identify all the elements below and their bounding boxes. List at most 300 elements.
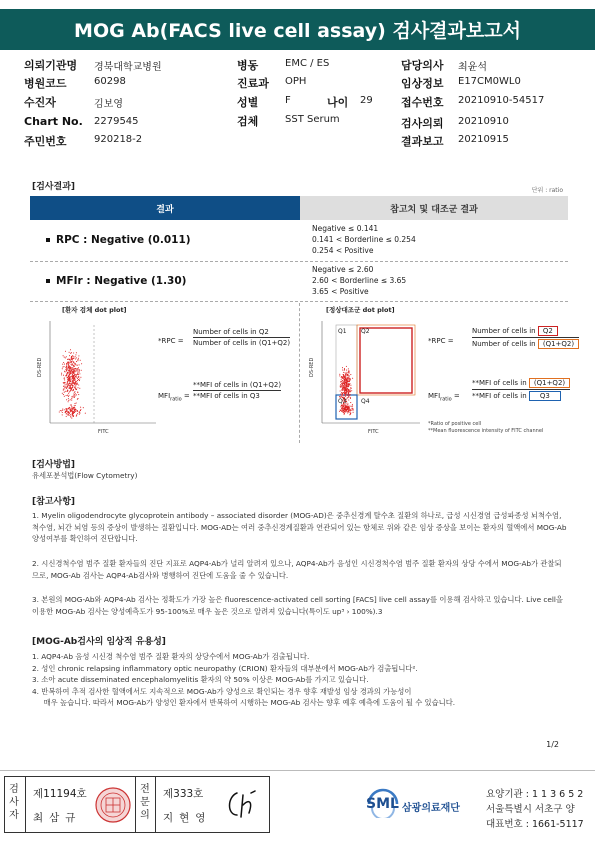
- cell-dot: [68, 396, 69, 397]
- cell-dot: [79, 371, 80, 372]
- age-value: 29: [360, 95, 373, 106]
- cell-dot: [348, 371, 349, 372]
- cell-dot: [85, 413, 86, 414]
- cell-dot: [69, 368, 70, 369]
- cell-dot: [72, 415, 73, 416]
- cell-dot: [79, 378, 80, 379]
- cell-dot: [65, 371, 66, 372]
- cell-dot: [66, 363, 67, 364]
- cell-dot: [77, 378, 78, 379]
- cell-dot: [73, 408, 74, 409]
- cell-dot: [80, 377, 81, 378]
- cell-dot: [73, 375, 74, 376]
- dept-value: OPH: [285, 76, 307, 87]
- cell-dot: [77, 382, 78, 383]
- patient-mfi-formula: [193, 381, 281, 400]
- q3-label: Q3: [338, 398, 347, 405]
- signature-icon: [223, 787, 263, 823]
- reported-value: 20210915: [458, 134, 509, 145]
- cell-dot: [70, 371, 71, 372]
- sex-label: 성별: [237, 96, 259, 109]
- specialist-license: 제333호: [163, 788, 204, 800]
- cell-dot: [68, 372, 69, 373]
- cell-dot: [70, 386, 71, 387]
- control-dot-plot: [308, 315, 424, 437]
- cell-dot: [345, 374, 346, 375]
- cell-dot: [63, 388, 64, 389]
- mfir-ref-positive: 3.65 < Positive: [312, 287, 369, 296]
- cell-dot: [71, 405, 72, 406]
- bullet-icon: [46, 279, 50, 283]
- cell-dot: [343, 378, 344, 379]
- cell-dot: [77, 411, 78, 412]
- cell-dot: [72, 375, 73, 376]
- seal-icon: [93, 785, 133, 825]
- cell-dot: [74, 403, 75, 404]
- cell-dot: [65, 387, 66, 388]
- bullet-icon: [46, 238, 50, 242]
- reference-title: [참고사항]: [32, 497, 76, 507]
- cell-dot: [75, 371, 76, 372]
- cell-dot: [347, 377, 348, 378]
- cell-dot: [67, 382, 68, 383]
- cell-dot: [77, 365, 78, 366]
- cell-dot: [341, 395, 342, 396]
- cell-dot: [66, 399, 67, 400]
- mfir-ref-negative: Negative ≤ 2.60: [312, 265, 374, 274]
- cell-dot: [66, 413, 67, 414]
- cell-dot: [70, 376, 71, 377]
- cell-dot: [348, 368, 349, 369]
- cell-dot: [347, 381, 348, 382]
- cell-dot: [340, 396, 341, 397]
- q1q2-box: (Q1+Q2): [538, 339, 579, 349]
- cell-dot: [78, 372, 79, 373]
- cell-dot: [77, 410, 78, 411]
- control-mfi-formula: [472, 378, 570, 401]
- cell-dot: [349, 375, 350, 376]
- cell-dot: [346, 385, 347, 386]
- cell-dot: [71, 361, 72, 362]
- cell-dot: [67, 363, 68, 364]
- foundation-name: 삼광의료재단: [402, 803, 460, 814]
- cell-dot: [71, 400, 72, 401]
- cell-dot: [69, 362, 70, 363]
- cell-dot: [73, 358, 74, 359]
- cell-dot: [68, 400, 69, 401]
- cell-dot: [342, 388, 343, 389]
- cell-dot: [66, 375, 67, 376]
- cell-dot: [73, 366, 74, 367]
- cell-dot: [63, 355, 64, 356]
- clinical-label: 임상정보: [401, 77, 444, 90]
- cell-dot: [66, 384, 67, 385]
- clinical-use-list: [32, 651, 568, 709]
- cell-dot: [76, 364, 77, 365]
- cell-dot: [349, 372, 350, 373]
- cell-dot: [75, 411, 76, 412]
- cell-dot: [68, 363, 69, 364]
- cell-dot: [349, 410, 350, 411]
- control-plot-title: [정상대조군 dot plot]: [326, 306, 395, 314]
- sex-value: F: [285, 95, 291, 106]
- cell-dot: [68, 412, 69, 413]
- cell-dot: [76, 415, 77, 416]
- cell-dot: [79, 364, 80, 365]
- cell-dot: [346, 372, 347, 373]
- cell-dot: [345, 372, 346, 373]
- control-mfi-denominator: **MFI of cells in Q3: [472, 390, 570, 401]
- cell-dot: [346, 375, 347, 376]
- cell-dot: [71, 406, 72, 407]
- patient-mfi-label: $MFI_{ratio}$ =: [158, 392, 190, 403]
- cell-dot: [66, 366, 67, 367]
- cell-dot: [342, 406, 343, 407]
- cell-dot: [70, 353, 71, 354]
- reported-label: 결과보고: [401, 135, 444, 148]
- cell-dot: [344, 395, 345, 396]
- cell-dot: [80, 410, 81, 411]
- cell-dot: [74, 384, 75, 385]
- cell-dot: [70, 404, 71, 405]
- cell-dot: [65, 382, 66, 383]
- signature-box: [4, 776, 270, 833]
- cell-dot: [345, 409, 346, 410]
- cell-dot: [65, 351, 66, 352]
- rpc-denominator: Number of cells in (Q1+Q2): [193, 339, 291, 347]
- cell-dot: [345, 393, 346, 394]
- cell-dot: [75, 409, 76, 410]
- patient-x-axis: FITC: [98, 429, 109, 435]
- cell-dot: [349, 409, 350, 410]
- doctor-value: 최윤석: [458, 62, 487, 73]
- cell-dot: [344, 383, 345, 384]
- cell-dot: [343, 374, 344, 375]
- cell-dot: [72, 385, 73, 386]
- cell-dot: [75, 370, 76, 371]
- cell-dot: [346, 408, 347, 409]
- cell-dot: [346, 382, 347, 383]
- age-label: 나이: [327, 96, 349, 109]
- cell-dot: [348, 396, 349, 397]
- cell-dot: [346, 366, 347, 367]
- cell-dot: [60, 410, 61, 411]
- cell-dot: [67, 367, 68, 368]
- cell-dot: [71, 365, 72, 366]
- cell-dot: [75, 379, 76, 380]
- cell-dot: [350, 398, 351, 399]
- cell-dot: [72, 367, 73, 368]
- result-column-header: 결과: [30, 196, 300, 220]
- cell-dot: [75, 368, 76, 369]
- cell-dot: [68, 398, 69, 399]
- rpc-ref-borderline: 0.141 < Borderline ≤ 0.254: [312, 235, 416, 244]
- cell-dot: [75, 356, 76, 357]
- cell-dot: [63, 394, 64, 395]
- cell-dot: [71, 408, 72, 409]
- cell-dot: [344, 381, 345, 382]
- cell-dot: [345, 412, 346, 413]
- cell-dot: [343, 392, 344, 393]
- cell-dot: [342, 384, 343, 385]
- cell-dot: [346, 389, 347, 390]
- specimen-label: 검체: [237, 115, 259, 128]
- cell-dot: [77, 380, 78, 381]
- cell-dot: [345, 406, 346, 407]
- cell-dot: [79, 380, 80, 381]
- cell-dot: [345, 376, 346, 377]
- cell-dot: [69, 413, 70, 414]
- cell-dot: [73, 383, 74, 384]
- cell-dot: [74, 405, 75, 406]
- cell-dot: [349, 383, 350, 384]
- cell-dot: [74, 374, 75, 375]
- ward-label: 병동: [237, 59, 259, 72]
- cell-dot: [349, 412, 350, 413]
- q2-label: Q2: [361, 328, 370, 335]
- cell-dot: [65, 391, 66, 392]
- dot-plot-section: [30, 303, 575, 443]
- cell-dot: [77, 392, 78, 393]
- cell-dot: [349, 378, 350, 379]
- mfir-result-text: MFIr : Negative (1.30): [56, 275, 187, 287]
- cell-dot: [71, 410, 72, 411]
- rpc-reference: [312, 223, 416, 256]
- tester-char: 자: [9, 810, 19, 821]
- rrn-label: 주민번호: [24, 135, 67, 148]
- cell-dot: [69, 359, 70, 360]
- cell-dot: [349, 395, 350, 396]
- unit-label: 단위 : ratio: [531, 187, 563, 194]
- cell-dot: [66, 367, 67, 368]
- cell-dot: [78, 377, 79, 378]
- cell-dot: [68, 388, 69, 389]
- cell-dot: [67, 395, 68, 396]
- rpc-result: [46, 234, 191, 246]
- cell-dot: [352, 378, 353, 379]
- cell-dot: [345, 408, 346, 409]
- cell-dot: [64, 392, 65, 393]
- cell-dot: [75, 364, 76, 365]
- cell-dot: [73, 372, 74, 373]
- reference-column-header: 참고치 및 대조군 결과: [300, 196, 568, 220]
- cell-dot: [69, 372, 70, 373]
- cell-dot: [348, 378, 349, 379]
- cell-dot: [76, 394, 77, 395]
- cell-dot: [342, 393, 343, 394]
- cell-dot: [350, 413, 351, 414]
- mfi-q1q2-box: (Q1+Q2): [529, 378, 570, 388]
- list-item: 3. 소아 acute disseminated encephalomyelitis 환자의 약 50% 이상은 MOG-Ab를 가지고 있습니다.: [32, 675, 369, 684]
- tester-char: 사: [9, 797, 19, 808]
- cell-dot: [344, 389, 345, 390]
- control-rpc-denominator: Number of cells in (Q1+Q2): [472, 338, 579, 349]
- cell-dot: [345, 396, 346, 397]
- cell-dot: [78, 394, 79, 395]
- cell-dot: [72, 355, 73, 356]
- cell-dot: [70, 416, 71, 417]
- cell-dot: [76, 402, 77, 403]
- cell-dot: [63, 386, 64, 387]
- cell-dot: [74, 386, 75, 387]
- cell-dot: [78, 355, 79, 356]
- report-title: MOG Ab(FACS live cell assay) 검사결과보고서: [0, 9, 595, 50]
- cell-dot: [77, 369, 78, 370]
- cell-dot: [74, 407, 75, 408]
- cell-dot: [81, 363, 82, 364]
- rpc-result-text: RPC : Negative (0.011): [56, 234, 191, 246]
- cell-dot: [78, 374, 79, 375]
- cell-dot: [339, 374, 340, 375]
- cell-dot: [71, 364, 72, 365]
- cell-dot: [73, 389, 74, 390]
- specimen-value: SST Serum: [285, 114, 340, 125]
- cell-dot: [69, 355, 70, 356]
- cell-dot: [71, 376, 72, 377]
- cell-dot: [78, 384, 79, 385]
- cell-dot: [341, 383, 342, 384]
- cell-dot: [64, 388, 65, 389]
- cell-dot: [64, 357, 65, 358]
- cell-dot: [63, 390, 64, 391]
- cell-dot: [352, 406, 353, 407]
- cell-dot: [83, 407, 84, 408]
- cell-dot: [65, 408, 66, 409]
- cell-dot: [77, 413, 78, 414]
- hospital-label: 의뢰기관명: [24, 59, 78, 72]
- cell-dot: [73, 395, 74, 396]
- cell-dot: [68, 361, 69, 362]
- cell-dot: [79, 411, 80, 412]
- cell-dot: [68, 380, 69, 381]
- cell-dot: [348, 410, 349, 411]
- cell-dot: [75, 363, 76, 364]
- footnote-ratio: *Ratio of positive cell: [428, 421, 482, 427]
- code-value: 60298: [94, 76, 126, 87]
- cell-dot: [342, 380, 343, 381]
- cell-dot: [350, 374, 351, 375]
- cell-dot: [80, 409, 81, 410]
- cell-dot: [343, 410, 344, 411]
- cell-dot: [341, 376, 342, 377]
- specialist-char: 전: [140, 784, 150, 795]
- patient-label: 수진자: [24, 96, 56, 109]
- cell-dot: [75, 395, 76, 396]
- patient-dot-plot: [36, 315, 161, 437]
- cell-dot: [346, 405, 347, 406]
- cell-dot: [63, 383, 64, 384]
- cell-dot: [76, 389, 77, 390]
- cell-dot: [70, 362, 71, 363]
- cell-dot: [348, 407, 349, 408]
- patient-plot-title: [환자 검체 dot plot]: [62, 306, 127, 314]
- cell-dot: [344, 379, 345, 380]
- cell-dot: [67, 391, 68, 392]
- patient-rpc-label: *RPC =: [158, 337, 184, 345]
- cell-dot: [346, 386, 347, 387]
- cell-dot: [71, 373, 72, 374]
- cell-dot: [350, 406, 351, 407]
- cell-dot: [65, 411, 66, 412]
- control-rpc-formula: [472, 326, 579, 349]
- cell-dot: [61, 373, 62, 374]
- cell-dot: [344, 391, 345, 392]
- cell-dot: [352, 404, 353, 405]
- code-label: 병원코드: [24, 77, 67, 90]
- cell-dot: [343, 372, 344, 373]
- cell-dot: [80, 360, 81, 361]
- control-rpc-label: *RPC =: [428, 337, 454, 345]
- cell-dot: [352, 408, 353, 409]
- cell-dot: [347, 397, 348, 398]
- cell-dot: [67, 386, 68, 387]
- cell-dot: [342, 381, 343, 382]
- control-x-axis: FITC: [368, 429, 379, 435]
- cell-dot: [342, 407, 343, 408]
- specialist-char: 의: [140, 810, 150, 821]
- cell-dot: [75, 386, 76, 387]
- cell-dot: [69, 370, 70, 371]
- cell-dot: [74, 382, 75, 383]
- cell-dot: [71, 388, 72, 389]
- cell-dot: [61, 410, 62, 411]
- chart-value: 2279545: [94, 116, 139, 127]
- cell-dot: [344, 414, 345, 415]
- cell-dot: [347, 409, 348, 410]
- cell-dot: [349, 384, 350, 385]
- cell-dot: [66, 356, 67, 357]
- cell-dot: [75, 393, 76, 394]
- cell-dot: [77, 360, 78, 361]
- tester-vertical-label: [7, 783, 21, 822]
- cell-dot: [344, 369, 345, 370]
- cell-dot: [74, 369, 75, 370]
- method-text: 유세포분석법(Flow Cytometry): [32, 471, 138, 480]
- cell-dot: [71, 418, 72, 419]
- cell-dot: [73, 352, 74, 353]
- cell-dot: [345, 387, 346, 388]
- cell-dot: [348, 372, 349, 373]
- cell-dot: [70, 379, 71, 380]
- patient-rpc-formula: [193, 328, 290, 347]
- cell-dot: [78, 379, 79, 380]
- list-item: 4. 반복하여 추적 검사한 혈액에서도 지속적으로 MOG-Ab가 양성으로 확인되는 경우 향후 재발성 임상 경과의 가능성이: [32, 686, 412, 696]
- cell-dot: [68, 366, 69, 367]
- cell-dot: [340, 390, 341, 391]
- cell-dot: [70, 349, 71, 350]
- cell-dot: [346, 410, 347, 411]
- cell-dot: [75, 405, 76, 406]
- cell-dot: [344, 377, 345, 378]
- cell-dot: [69, 383, 70, 384]
- cell-dot: [71, 356, 72, 357]
- cell-dot: [346, 390, 347, 391]
- cell-dot: [74, 394, 75, 395]
- cell-dot: [72, 390, 73, 391]
- cell-dot: [76, 357, 77, 358]
- results-section-title: [검사결과]: [32, 182, 76, 192]
- cell-dot: [72, 396, 73, 397]
- cell-dot: [342, 390, 343, 391]
- mfi-q3-box: Q3: [529, 391, 561, 401]
- cell-dot: [72, 387, 73, 388]
- plot-divider: [299, 303, 300, 443]
- cell-dot: [67, 390, 68, 391]
- control-y-axis: DS-RED: [309, 357, 315, 377]
- cell-dot: [64, 387, 65, 388]
- cell-dot: [80, 407, 81, 408]
- cell-dot: [73, 373, 74, 374]
